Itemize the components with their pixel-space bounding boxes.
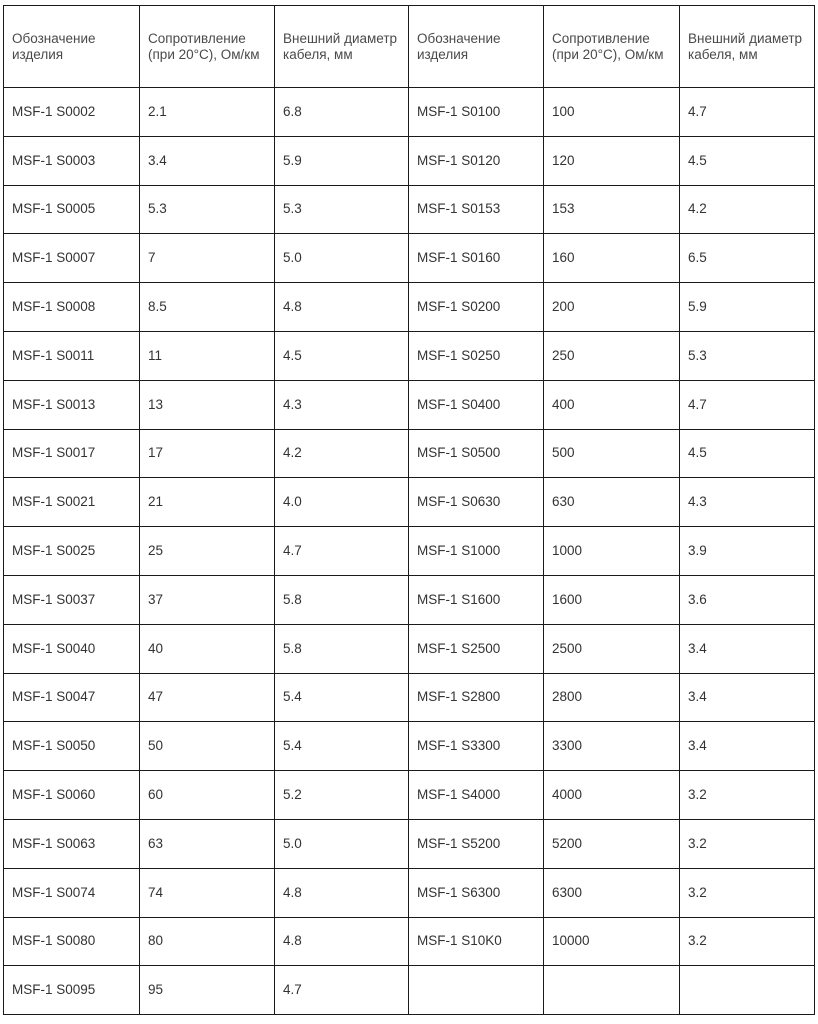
- header-resistance: Сопротивление (при 20°С), Ом/км: [544, 6, 680, 88]
- cell-resistance: 3.4: [140, 136, 275, 185]
- cell-diameter: 4.2: [275, 429, 409, 478]
- table-row: [4, 283, 815, 332]
- cell-designation: MSF-1 S0080: [4, 917, 140, 966]
- table-row: [4, 429, 815, 478]
- cell-designation: MSF-1 S0153: [409, 185, 544, 234]
- table-row: [4, 624, 815, 673]
- table-row: [4, 868, 815, 917]
- table-row: [4, 331, 815, 380]
- table-row: [4, 380, 815, 429]
- cell-designation: MSF-1 S0021: [4, 478, 140, 527]
- cell-designation: MSF-1 S0630: [409, 478, 544, 527]
- cell-resistance: 11: [140, 331, 275, 380]
- cell-designation: MSF-1 S0005: [4, 185, 140, 234]
- cell-diameter: 4.2: [680, 185, 815, 234]
- cell-resistance: 630: [544, 478, 680, 527]
- cell-designation: MSF-1 S0040: [4, 624, 140, 673]
- cell-designation: MSF-1 S0095: [4, 966, 140, 1015]
- cell-resistance: 2500: [544, 624, 680, 673]
- table-row: [4, 575, 815, 624]
- cell-designation: MSF-1 S0017: [4, 429, 140, 478]
- cell-designation: MSF-1 S0013: [4, 380, 140, 429]
- cell-diameter: 4.5: [275, 331, 409, 380]
- cell-resistance: 6300: [544, 868, 680, 917]
- cell-resistance: 17: [140, 429, 275, 478]
- cell-resistance: 120: [544, 136, 680, 185]
- table-row: [4, 136, 815, 185]
- cell-resistance: 21: [140, 478, 275, 527]
- cell-resistance: 50: [140, 722, 275, 771]
- cell-resistance: 74: [140, 868, 275, 917]
- cable-spec-table: [3, 5, 815, 1015]
- cell-resistance: 2800: [544, 673, 680, 722]
- cell-designation: MSF-1 S0002: [4, 88, 140, 137]
- cell-diameter: 5.3: [680, 331, 815, 380]
- cell-diameter: 6.5: [680, 234, 815, 283]
- cell-resistance: 60: [140, 771, 275, 820]
- header-resistance: Сопротивление (при 20°С), Ом/км: [140, 6, 275, 88]
- cell-diameter: 3.9: [680, 527, 815, 576]
- cell-diameter: 5.9: [680, 283, 815, 332]
- cell-resistance: [544, 966, 680, 1015]
- table-row: [4, 966, 815, 1015]
- cell-diameter: 4.5: [680, 429, 815, 478]
- cell-resistance: 47: [140, 673, 275, 722]
- table-row: [4, 478, 815, 527]
- cell-diameter: 5.0: [275, 819, 409, 868]
- cell-resistance: 200: [544, 283, 680, 332]
- header-designation: Обозначение изделия: [409, 6, 544, 88]
- cell-diameter: 3.2: [680, 771, 815, 820]
- cell-resistance: 7: [140, 234, 275, 283]
- cell-designation: MSF-1 S6300: [409, 868, 544, 917]
- cell-resistance: 1000: [544, 527, 680, 576]
- cell-diameter: 5.8: [275, 624, 409, 673]
- cell-designation: MSF-1 S1000: [409, 527, 544, 576]
- cell-designation: MSF-1 S0050: [4, 722, 140, 771]
- cell-resistance: 3300: [544, 722, 680, 771]
- cell-diameter: 5.8: [275, 575, 409, 624]
- cell-diameter: 4.7: [275, 527, 409, 576]
- cell-resistance: 10000: [544, 917, 680, 966]
- cell-designation: MSF-1 S5200: [409, 819, 544, 868]
- cell-resistance: 37: [140, 575, 275, 624]
- cell-resistance: 8.5: [140, 283, 275, 332]
- cell-designation: MSF-1 S0100: [409, 88, 544, 137]
- table-row: [4, 819, 815, 868]
- cell-diameter: 4.7: [275, 966, 409, 1015]
- header-diameter: Внешний диаметр кабеля, мм: [275, 6, 409, 88]
- cell-resistance: 500: [544, 429, 680, 478]
- cell-diameter: 5.3: [275, 185, 409, 234]
- cell-diameter: 4.8: [275, 283, 409, 332]
- cell-designation: MSF-1 S0200: [409, 283, 544, 332]
- cell-designation: MSF-1 S0063: [4, 819, 140, 868]
- cell-resistance: 100: [544, 88, 680, 137]
- cell-diameter: 5.4: [275, 673, 409, 722]
- cell-resistance: 95: [140, 966, 275, 1015]
- cell-designation: MSF-1 S0047: [4, 673, 140, 722]
- table-row: [4, 527, 815, 576]
- cell-designation: MSF-1 S0074: [4, 868, 140, 917]
- cell-diameter: 5.4: [275, 722, 409, 771]
- cell-diameter: 4.5: [680, 136, 815, 185]
- cell-designation: MSF-1 S0160: [409, 234, 544, 283]
- cell-diameter: 5.9: [275, 136, 409, 185]
- cell-diameter: 3.2: [680, 819, 815, 868]
- cell-designation: MSF-1 S2500: [409, 624, 544, 673]
- cell-diameter: 5.0: [275, 234, 409, 283]
- cell-diameter: 4.8: [275, 917, 409, 966]
- table-row: [4, 917, 815, 966]
- cell-resistance: 400: [544, 380, 680, 429]
- cell-diameter: 3.6: [680, 575, 815, 624]
- table-row: [4, 185, 815, 234]
- cell-resistance: 40: [140, 624, 275, 673]
- cell-diameter: 3.2: [680, 917, 815, 966]
- cell-diameter: 5.2: [275, 771, 409, 820]
- cell-resistance: 5200: [544, 819, 680, 868]
- cell-designation: MSF-1 S0011: [4, 331, 140, 380]
- cell-designation: MSF-1 S0120: [409, 136, 544, 185]
- cell-diameter: 3.4: [680, 722, 815, 771]
- cell-designation: MSF-1 S0003: [4, 136, 140, 185]
- cell-resistance: 25: [140, 527, 275, 576]
- header-row: [4, 6, 815, 88]
- cell-diameter: 4.7: [680, 88, 815, 137]
- cell-diameter: 3.2: [680, 868, 815, 917]
- cell-designation: MSF-1 S0250: [409, 331, 544, 380]
- cell-designation: MSF-1 S3300: [409, 722, 544, 771]
- cell-diameter: 4.8: [275, 868, 409, 917]
- table-row: [4, 673, 815, 722]
- cell-designation: MSF-1 S0060: [4, 771, 140, 820]
- table-row: [4, 722, 815, 771]
- header-diameter: Внешний диаметр кабеля, мм: [680, 6, 815, 88]
- cell-diameter: [680, 966, 815, 1015]
- cell-resistance: 153: [544, 185, 680, 234]
- cell-designation: [409, 966, 544, 1015]
- cell-diameter: 4.7: [680, 380, 815, 429]
- cell-resistance: 80: [140, 917, 275, 966]
- cell-diameter: 3.4: [680, 673, 815, 722]
- cell-designation: MSF-1 S0008: [4, 283, 140, 332]
- cell-diameter: 6.8: [275, 88, 409, 137]
- table-body: [4, 88, 815, 1015]
- cell-diameter: 4.3: [275, 380, 409, 429]
- cell-designation: MSF-1 S0025: [4, 527, 140, 576]
- cell-designation: MSF-1 S10K0: [409, 917, 544, 966]
- cell-designation: MSF-1 S0400: [409, 380, 544, 429]
- cell-resistance: 5.3: [140, 185, 275, 234]
- cell-diameter: 4.3: [680, 478, 815, 527]
- cell-designation: MSF-1 S0500: [409, 429, 544, 478]
- table-row: [4, 771, 815, 820]
- cell-designation: MSF-1 S0007: [4, 234, 140, 283]
- cell-designation: MSF-1 S1600: [409, 575, 544, 624]
- cell-resistance: 13: [140, 380, 275, 429]
- cell-resistance: 160: [544, 234, 680, 283]
- table-row: [4, 234, 815, 283]
- cell-designation: MSF-1 S2800: [409, 673, 544, 722]
- cell-designation: MSF-1 S4000: [409, 771, 544, 820]
- table-row: [4, 88, 815, 137]
- cell-diameter: 3.4: [680, 624, 815, 673]
- cell-resistance: 2.1: [140, 88, 275, 137]
- cell-designation: MSF-1 S0037: [4, 575, 140, 624]
- table-header: [4, 6, 815, 88]
- cell-resistance: 4000: [544, 771, 680, 820]
- cell-resistance: 1600: [544, 575, 680, 624]
- cell-resistance: 63: [140, 819, 275, 868]
- cell-diameter: 4.0: [275, 478, 409, 527]
- header-designation: Обозначение изделия: [4, 6, 140, 88]
- cell-resistance: 250: [544, 331, 680, 380]
